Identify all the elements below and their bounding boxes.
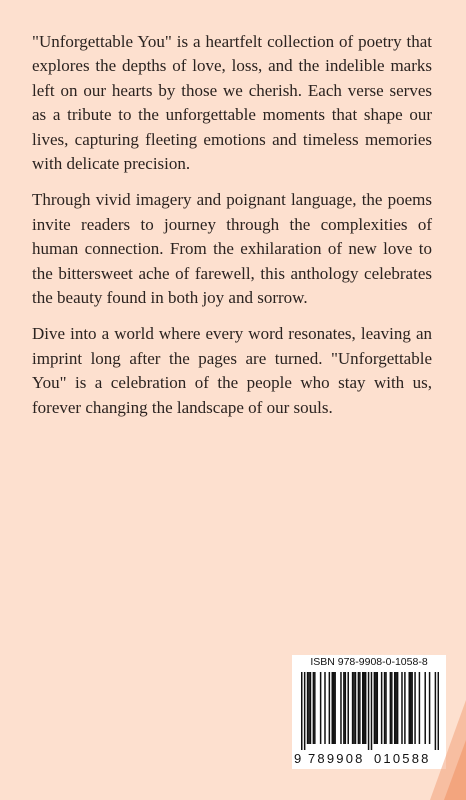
blurb-text [32,30,432,432]
barcode-digit-first: 9 [294,751,302,766]
isbn-barcode [292,655,446,769]
barcode-bar [363,672,365,744]
barcode-bar [375,672,377,744]
barcode-bar [314,672,316,744]
barcode-bar [365,672,367,744]
barcode-bar [313,672,315,744]
barcode-bar [353,672,355,744]
barcode-bar [359,672,361,744]
corner-watermark-icon [430,700,466,800]
barcode-bar [320,672,322,744]
barcode-bar [343,672,345,744]
barcode-bar [410,672,412,744]
barcode-bar [397,672,399,744]
barcode-bars [301,672,439,750]
barcode-bar [414,672,416,744]
isbn-label: ISBN 978-9908-0-1058-8 [310,656,428,668]
barcode-bar [395,672,397,744]
barcode-bar [304,672,306,750]
blurb-paragraph-2: Through vivid imagery and poignant language, the poems invite readers to journey through the complexities of human connection. From the exhilaration of new love to the bittersweet ache of farewell, this anthology celebrates the beauty found in both joy and sorrow. [32,190,432,308]
barcode-bar [334,672,336,744]
barcode-bar [381,672,383,744]
barcode-bar [385,672,387,744]
barcode-bar [411,672,413,744]
barcode-bar [347,672,349,744]
barcode-bar [329,672,331,744]
barcode-digits-right: 010588 [374,751,431,766]
barcode-bar [424,672,426,744]
barcode-bar [391,672,393,744]
barcode-bar [368,672,370,750]
barcode-bar [362,672,364,744]
barcode-bar [377,672,379,744]
barcode-digits-left: 789908 [308,751,365,766]
barcode-bar [404,672,406,744]
barcode-bar [355,672,357,744]
barcode-bar [332,672,334,744]
barcode-bar [358,672,360,744]
blurb-paragraph-1: "Unforgettable You" is a heartfelt collection of poetry that explores the depths of love, loss, and the indelible marks left on our hearts by those we cherish. Each verse serves as a tribute to the unforgettable moments that shape our lives, capturing fleeting emotions and timeless memories with delicate precision. [32,32,432,174]
barcode-bar [308,672,310,744]
barcode-bar [390,672,392,744]
barcode-bar [374,672,376,744]
barcode-bar [401,672,403,744]
barcode-bar [384,672,386,744]
barcode-bar [340,672,342,744]
barcode-bar [301,672,303,750]
barcode-bar [307,672,309,744]
barcode-bar [371,672,373,750]
barcode-bar [333,672,335,744]
barcode-bar [352,672,354,744]
barcode-bar [345,672,347,744]
blurb-paragraph-3: Dive into a world where every word resonates, leaving an imprint long after the pages are turned. "Unforgettable You" is a celebration of the people who stay with us, forever changing the landscape of our souls. [32,324,432,417]
barcode-bar [324,672,326,744]
barcode-bar [310,672,312,744]
barcode-bar [394,672,396,744]
barcode-bar [408,672,410,744]
barcode-bar [419,672,421,744]
